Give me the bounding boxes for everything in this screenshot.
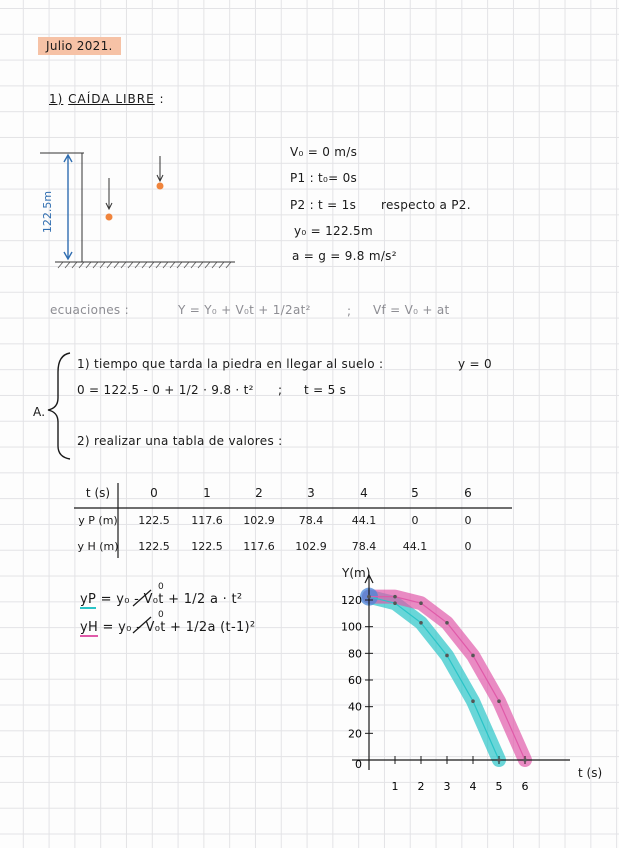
table-cell: 0	[464, 540, 472, 553]
section-number: 1)	[49, 92, 64, 106]
table-cell: 122.5	[191, 540, 223, 553]
series-yP-point	[497, 758, 501, 762]
x-tick-label: 1	[391, 780, 399, 793]
table-header-cell: 4	[360, 486, 368, 500]
series-yP-point	[393, 601, 397, 605]
table-row-label: y H (m)	[77, 540, 119, 553]
table-cell: 78.4	[298, 514, 324, 527]
question-1-condition: y = 0	[458, 357, 492, 371]
x-tick-label: 3	[443, 780, 451, 793]
height-label: 122.5m	[41, 190, 54, 234]
question-1: 1) tiempo que tarda la piedra en llegar al suelo :	[77, 357, 384, 371]
y-tick-label: 120	[341, 594, 362, 607]
formula-yp-rhs: = y₀ - V₀t + 1/2 a · t²	[100, 592, 243, 607]
series-yP-point	[445, 654, 449, 658]
chart-xlabel: t (s)	[578, 766, 603, 780]
section-name: CAÍDA LIBRE	[68, 92, 155, 106]
series-yP-point	[471, 699, 475, 703]
equations-separator: ;	[347, 304, 352, 318]
equation-velocity: Vf = V₀ + at	[373, 303, 450, 317]
series-yH-point	[419, 601, 423, 605]
question-1-result: t = 5 s	[304, 383, 347, 397]
formula-yp-lhs: yP	[80, 592, 97, 607]
table-cell: 122.5	[138, 540, 170, 553]
table-header-cell: 3	[307, 486, 315, 500]
question-1-equation: 0 = 122.5 - 0 + 1/2 · 9.8 · t²	[77, 383, 254, 397]
x-tick-label: 5	[495, 780, 503, 793]
table-cell: 0	[464, 514, 472, 527]
table-cell: 102.9	[295, 540, 327, 553]
y-tick-label: 100	[341, 620, 362, 634]
table-cell: 102.9	[243, 514, 275, 527]
series-yH-point	[393, 595, 397, 599]
table-header-cell: 0	[150, 486, 158, 500]
table-cell: 78.4	[351, 540, 377, 553]
zero-mark-yh: 0	[158, 610, 165, 620]
equations-label: ecuaciones :	[50, 303, 129, 317]
table-cell: 117.6	[243, 540, 275, 553]
x-tick-label: 4	[469, 780, 477, 793]
series-yH-point	[367, 595, 371, 599]
question-2: 2) realizar una tabla de valores :	[77, 434, 283, 448]
chart-ylabel: Y(m)	[342, 566, 371, 580]
given-p1: P1 : t₀= 0s	[290, 171, 358, 185]
table-header-cell: t (s)	[85, 486, 111, 500]
table-header-cell: 5	[411, 486, 419, 500]
given-y0: y₀ = 122.5m	[294, 224, 373, 238]
series-yH-point	[471, 654, 475, 658]
y-tick-label: 20	[348, 727, 362, 741]
table-cell: 44.1	[351, 514, 377, 527]
zero-mark-yp: 0	[158, 582, 165, 592]
series-yP-point	[419, 621, 423, 625]
y-tick-label: 0	[355, 758, 362, 771]
given-v0: V₀ = 0 m/s	[290, 145, 358, 159]
table-header-cell: 2	[255, 486, 263, 500]
y-tick-label: 80	[348, 647, 362, 661]
x-tick-label: 2	[417, 780, 425, 793]
question-1-separator: ;	[278, 383, 283, 397]
table-cell: 0	[411, 514, 419, 527]
table-cell: 117.6	[191, 514, 223, 527]
table-header-cell: 6	[464, 486, 472, 500]
formula-yh-lhs: yH	[80, 620, 99, 635]
y-tick-label: 60	[348, 674, 362, 687]
x-tick-label: 6	[521, 780, 529, 793]
given-p2-note: respecto a P2.	[381, 198, 471, 212]
table-cell: 122.5	[138, 514, 170, 527]
part-a-label: A.	[33, 405, 46, 419]
table-header-cell: 1	[203, 486, 211, 500]
date-label: Julio 2021.	[38, 37, 121, 55]
given-p2: P2 : t = 1s	[290, 198, 357, 212]
series-yH-point	[445, 621, 449, 625]
y-tick-label: 40	[348, 700, 362, 714]
table-cell: 44.1	[402, 540, 428, 553]
equation-position: Y = Y₀ + V₀t + 1/2at²	[178, 303, 311, 317]
given-a: a = g = 9.8 m/s²	[292, 249, 397, 263]
series-yH-point	[497, 699, 501, 703]
formula-yh-rhs: = y₀ - V₀t + 1/2a (t-1)²	[102, 620, 256, 635]
table-row-label: y P (m)	[78, 514, 118, 527]
section-colon: :	[159, 92, 165, 106]
series-yH-point	[523, 758, 527, 762]
